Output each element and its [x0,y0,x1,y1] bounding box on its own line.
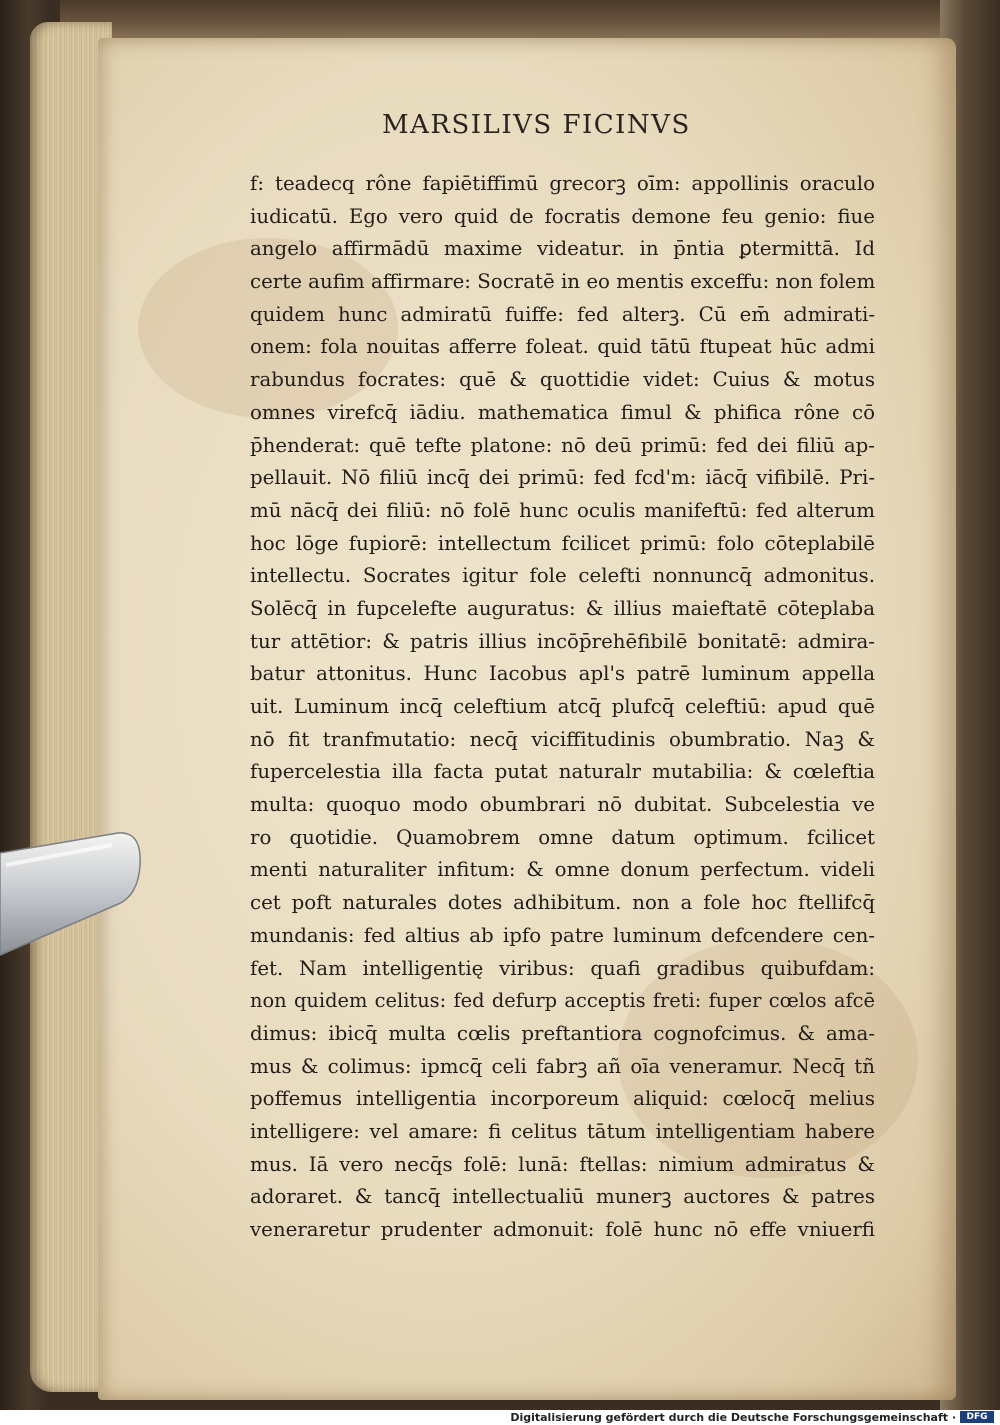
text-line: veneraretur prudenter admonuit: folē hunc nō effe vniuerfi [250,1218,875,1241]
text-line: pellauit. Nō filiū incq̄ dei primū: fed fcd'm: iācq̄ vifibilē. Pri- [250,466,875,490]
text-line: omnes virefcq̄ iādiu. mathematica fimul & phifica rône cō [250,400,875,424]
text-line: dimus: ibicq̄ multa cœlis preftantiora cognofcimus. & ama- [250,1021,875,1045]
text-line: onem: fola nouitas afferre foleat. quid tātū ftupeat hūc admi [250,335,875,359]
text-line: rabundus focrates: quē & quottidie videt: Cuius & motus [250,368,875,392]
text-line: mus. Iā vero necq̄s folē: lunā: ftellas: nimium admiratus & [250,1152,875,1176]
running-head: MARSILIVS FICINVS [382,110,691,140]
footer-bar [0,1410,1000,1425]
text-line: iudicatū. Ego vero quid de focratis demone feu genio: fiue [250,204,875,228]
dfg-logo: DFG [960,1411,994,1423]
text-line: non quidem celitus: fed defurp acceptis freti: fuper cœlos afcē [250,989,875,1013]
text-line: ro quotidie. Quamobrem omne datum optimum. fcilicet [250,825,875,849]
text-line: fupercelestia illa facta putat naturalr mutabilia: & cœleftia [250,760,875,784]
text-line: poffemus intelligentia incorporeum aliquid: cœlocq̄ melius [250,1087,875,1111]
text-line: angelo affirmādū maxime videatur. in p̄ntia ꝑtermittā. Id [250,237,875,261]
text-line: tur attētior: & patris illius incōp̄rehēfibilē bonitatē: admira- [250,629,875,653]
text-line: intelligere: vel amare: fi celitus tātum intelligentiam habere [250,1119,875,1143]
text-line: menti naturaliter infitum: & omne donum perfectum. videli [250,858,875,882]
text-line: hoc lōge fupiorē: intellectum fcilicet primū: folo cōteplabilē [250,531,875,555]
text-line: batur attonitus. Hunc Iacobus apl's patrē luminum appella [250,662,875,686]
text-line: p̄henderat: quē tefte platone: nō deū primū: fed dei filiū ap- [250,433,875,457]
book-top-edge [60,0,960,40]
text-line: cet poft naturales dotes adhibitum. non a fole hoc ftellifcq̄ [250,891,875,915]
funding-credit: Digitalisierung gefördert durch die Deutsche Forschungsgemeinschaft · [510,1411,956,1424]
text-block [250,168,875,1247]
text-line: Solēcq̄ in fupcelefte auguratus: & illius maieftatē cōteplaba [250,596,875,620]
text-line: adoraret. & tancq̄ intellectualiū munerꝫ auctores & patres [250,1185,875,1209]
text-line: fet. Nam intelligentię viribus: quafi gradibus quibufdam: [250,956,875,980]
text-line: certe aufim affirmare: Socratē in eo mentis exceffu: non folem [250,270,876,294]
text-line: uit. Luminum incq̄ celeftium atcq̄ plufcq̄ celeftiū: apud quē [250,695,875,718]
text-line: mus & colimus: ipmcq̄ celi fabrꝫ añ oīa veneramur. Necq̄ tñ [250,1054,875,1078]
text-line: mundanis: fed altius ab ipfo patre luminum defcendere cen- [250,923,875,947]
text-line: quidem hunc admiratū fuiffe: fed alterꝫ. Cū em̄ admirati- [250,302,875,326]
page-clip [0,805,150,970]
text-line: nō fit tranfmutatio: necq̄ viciffitudinis obumbratio. Naꝫ & [250,727,875,751]
text-line: intellectu. Socrates igitur fole celefti nonnuncq̄ admonitus. [250,564,875,588]
text-line: mū nācq̄ dei filiū: nō folē hunc oculis manifeftū: fed alterum [250,498,875,522]
text-line: f: teadecq rône fapiētiffimū grecorꝫ oīm: appollinis oraculo [250,172,875,195]
text-line: multa: quoquo modo obumbrari nō dubitat. Subcelestia ve [250,793,875,817]
